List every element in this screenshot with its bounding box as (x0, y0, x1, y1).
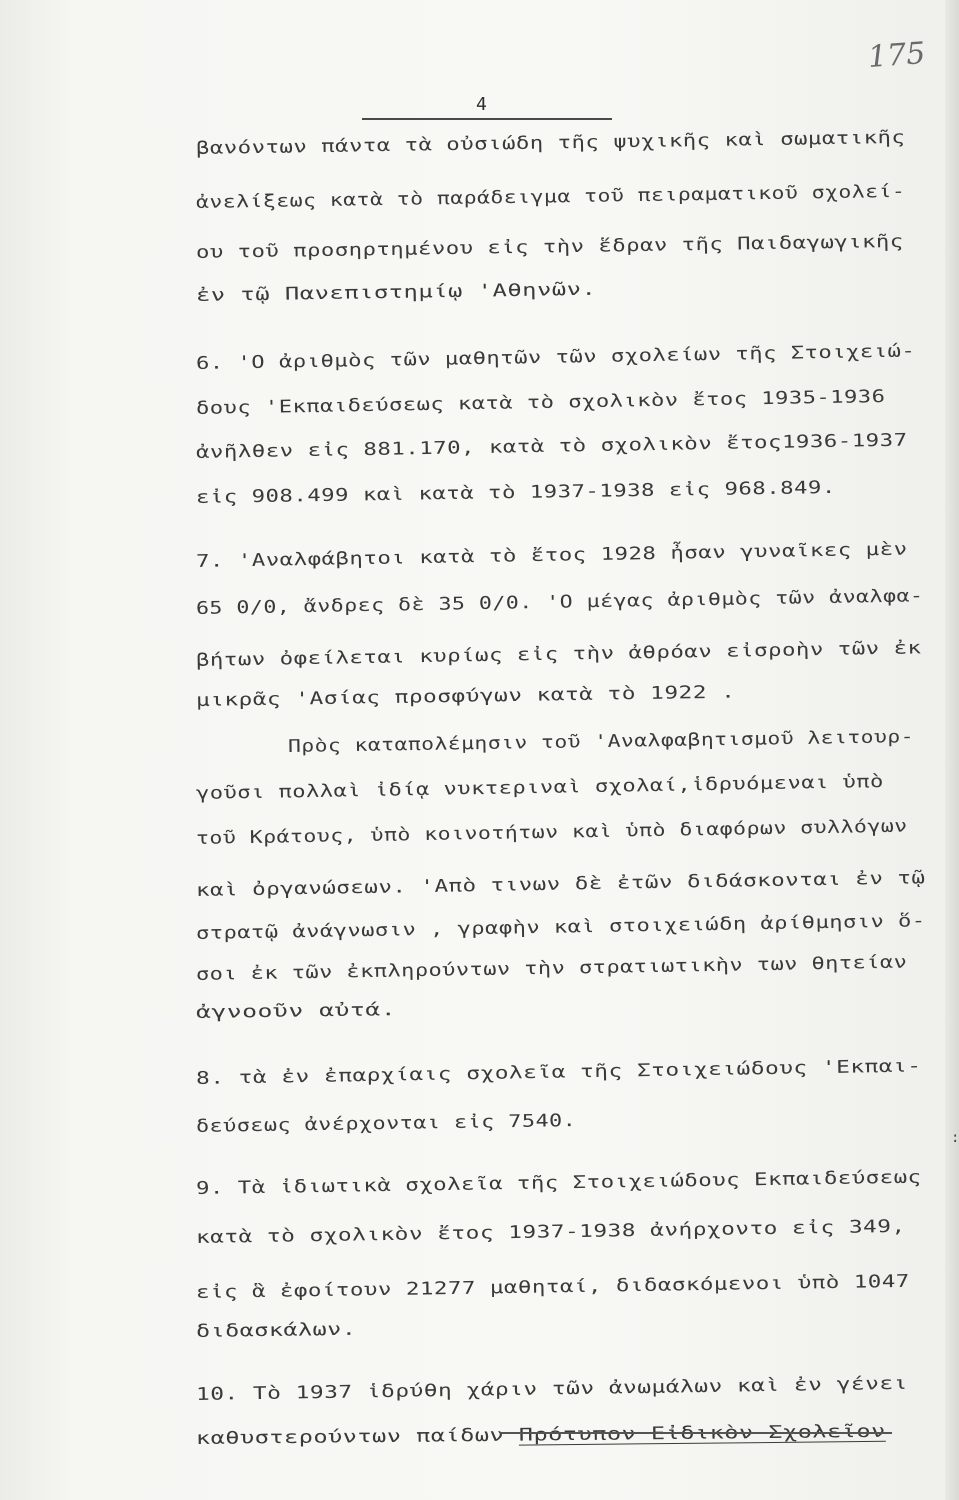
text-line: στρατῷ ἀνάγνωσιν , γραφὴν καὶ στοιχειώδη ἀρίθμησιν ὅ- (195, 911, 926, 944)
scan-mark: : (951, 1130, 959, 1146)
text-line: ἀνῆλθεν εἰς 881.170, κατὰ τὸ σχολικὸν ἔτος1936-1937 (195, 430, 908, 463)
text-line: τοῦ Κράτους, ὑπὸ κοινοτήτων καὶ ὑπὸ διαφόρων συλλόγων (195, 816, 908, 849)
text-line: ἐν τῷ Πανεπιστημίῳ 'Αθηνῶν. (195, 279, 597, 306)
page-edge-shadow (945, 0, 959, 1500)
page-number: 4 (476, 94, 487, 115)
text-line: δους 'Εκπαιδεύσεως κατὰ τὸ σχολικὸν ἔτος 1935-1936 (195, 386, 886, 419)
school-name-underlined: Πρότυπον Εἰδικὸν Σχολεῖον (518, 1421, 886, 1446)
text-line: σοι ἐκ τῶν ἐκπληρούντων τὴν στρατιωτικὴν των θητείαν (195, 952, 908, 985)
text-line: διδασκάλων. (195, 1319, 357, 1342)
bottom-underline-rule (500, 1432, 892, 1434)
folio-number: 175 (866, 36, 927, 75)
text-line: ἀγνοοῦν αὐτά. (195, 1000, 397, 1023)
text-line: βήτων ὀφείλεται κυρίως εἰς τὴν ἀθρόαν εἰσροὴν τῶν ἐκ (195, 638, 922, 671)
text-line: δεύσεως ἀνέρχονται εἰς 7540. (195, 1111, 577, 1137)
text-line: Πρὸς καταπολέμησιν τοῦ 'Αναλφαβητισμοῦ λειτουρ- (287, 727, 915, 757)
text-line: εἰς 908.499 καὶ κατὰ τὸ 1937-1938 εἰς 968.849. (195, 477, 836, 508)
text-line: 10. Τὸ 1937 ἱδρύθη χάριν τῶν ἀνωμάλων καὶ ἐν γένει (195, 1373, 908, 1405)
text-line: γοῦσι πολλαὶ ἰδίᾳ νυκτεριναὶ σχολαί,ἱδρυόμεναι ὑπὸ (195, 771, 884, 804)
header-rule (362, 118, 612, 120)
text-line: εἰς ἃ ἐφοίτουν 21277 μαθηταί, διδασκόμενοι ὑπὸ 1047 (195, 1271, 910, 1303)
text-line: καθυστερούντων παίδων Πρότυπον Εἰδικὸν Σχολεῖον (195, 1421, 886, 1449)
text-line: 7. 'Αναλφάβητοι κατὰ τὸ ἔτος 1928 ἦσαν γυναῖκες μὲν (195, 539, 908, 572)
text-line: 9. Τὰ ἰδιωτικὰ σχολεῖα τῆς Στοιχειώδους Εκπαιδεύσεως (195, 1167, 922, 1199)
text-line: 65 0/0, ἄνδρες δὲ 35 0/0. 'Ο μέγας ἀριθμὸς τῶν ἀναλφα- (195, 586, 924, 619)
text-line: 6. 'Ο ἀριθμὸς τῶν μαθητῶν τῶν σχολείων τῆς Στοιχειώ- (195, 341, 916, 374)
text-line: ἀνελίξεως κατὰ τὸ παράδειγμα τοῦ πειραματικοῦ σχολεί- (195, 181, 906, 213)
text-line: βανόντων πάντα τὰ οὐσιώδη τῆς ψυχικῆς καὶ σωματικῆς (195, 127, 906, 159)
text-line: κατὰ τὸ σχολικὸν ἔτος 1937-1938 ἀνήρχοντο εἰς 349, (195, 1216, 906, 1248)
text-line: μικρᾶς 'Ασίας προσφύγων κατὰ τὸ 1922 . (195, 682, 736, 711)
text-line: καὶ ὀργανώσεων. 'Απὸ τινων δὲ ἐτῶν διδάσκονται ἐν τῷ (195, 868, 926, 901)
text-line: ου τοῦ προσηρτημένου εἰς τὴν ἕδραν τῆς Παιδαγωγικῆς (195, 231, 904, 263)
page-header (362, 96, 612, 120)
text-line: 8. τὰ ἐν ἐπαρχίαις σχολεῖα τῆς Στοιχειώδους 'Εκπαι- (195, 1056, 922, 1089)
